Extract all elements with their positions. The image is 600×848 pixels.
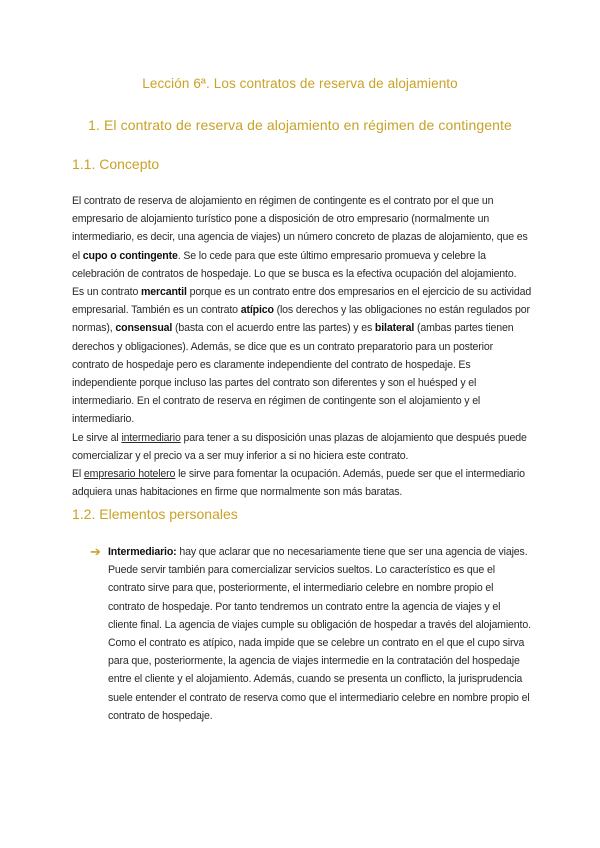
concepto-paragraph-4: El empresario hotelero le sirve para fomentar la ocupación. Además, puede ser que el intermediario adquiera unas habitaciones en firme que normalmente son más baratas.	[72, 468, 525, 499]
intermediario-label: Intermediario:	[108, 546, 177, 558]
bullet-item-intermediario	[90, 543, 532, 725]
section-title: 1. El contrato de reserva de alojamiento en régimen de contingente	[88, 117, 512, 133]
concepto-body	[72, 192, 532, 501]
bullet-text: Intermediario: hay que aclarar que no necesariamente tiene que ser una agencia de viajes. Puede servir también para comercializar servicios sueltos. Lo característico es que el contrato sirve para que, posteriormente, el intermediario celebre en nombre propio el contrato de hospedaje. Por tanto tendremos un contrato entre la agencia de viajes y el cliente final. La agencia de viajes cumple su obligación de hospedar a través del alojamiento. Como el contrato es atípico, nada impide que se celebre un contrato en el que el cupo sirva para que, posteriormente, la agencia de viajes intermedie en la contratación del hospedaje entre el cliente y el alojamiento. Además, cuando se presenta un conflicto, la jurisprudencia suele entender el contrato de reserva como que el intermediario celebre en nombre propio el contrato de hospedaje.	[108, 546, 531, 722]
arrow-right-icon: ➔	[90, 544, 101, 559]
lesson-title: Lección 6ª. Los contratos de reserva de alojamiento	[142, 76, 458, 91]
concepto-paragraph-1: El contrato de reserva de alojamiento en régimen de contingente es el contrato por el que un empresario de alojamiento turístico pone a disposición de otro empresario (normalmente un intermediario, es decir, una agencia de viajes) un número concreto de plazas de alojamiento, que es el cupo o contingente. Se lo cede para que este último empresario promueva y celebre la celebración de contratos de hospedaje. Lo que se busca es la efectiva ocupación del alojamiento.	[72, 195, 528, 280]
concepto-heading: 1.1. Concepto	[72, 156, 160, 172]
concepto-paragraph-2: Es un contrato mercantil porque es un contrato entre dos empresarios en el ejercicio de su actividad empresarial. También es un contrato atípico (los derechos y las obligaciones no están regulados por normas), consensual (basta con el acuerdo entre las partes) y es bilateral (ambas partes tienen derechos y obligaciones). Además, se dice que es un contrato preparatorio para un posterior contrato de hospedaje pero es claramente independiente del contrato de hospedaje. Es independiente porque incluso las partes del contrato son diferentes y son el huésped y el intermediario. En el contrato de reserva en régimen de contingente son el alojamiento y el intermediario.	[72, 286, 532, 426]
empresario-hotelero-underline: empresario hotelero	[83, 468, 176, 481]
mercantil-bold: mercantil	[141, 286, 187, 299]
concepto-paragraph-3: Le sirve al intermediario para tener a su disposición unas plazas de alojamiento que después puede comercializar y el precio va a ser muy inferior a si no hiciera este contrato.	[72, 431, 527, 462]
atipico-bold: atípico	[240, 304, 274, 317]
intermediario-underline: intermediario	[121, 431, 181, 444]
bilateral-bold: bilateral	[374, 322, 415, 335]
elementos-heading: 1.2. Elementos personales	[72, 506, 238, 522]
consensual-bold: consensual	[115, 322, 173, 335]
cupo-bold: cupo o contingente	[82, 249, 178, 262]
